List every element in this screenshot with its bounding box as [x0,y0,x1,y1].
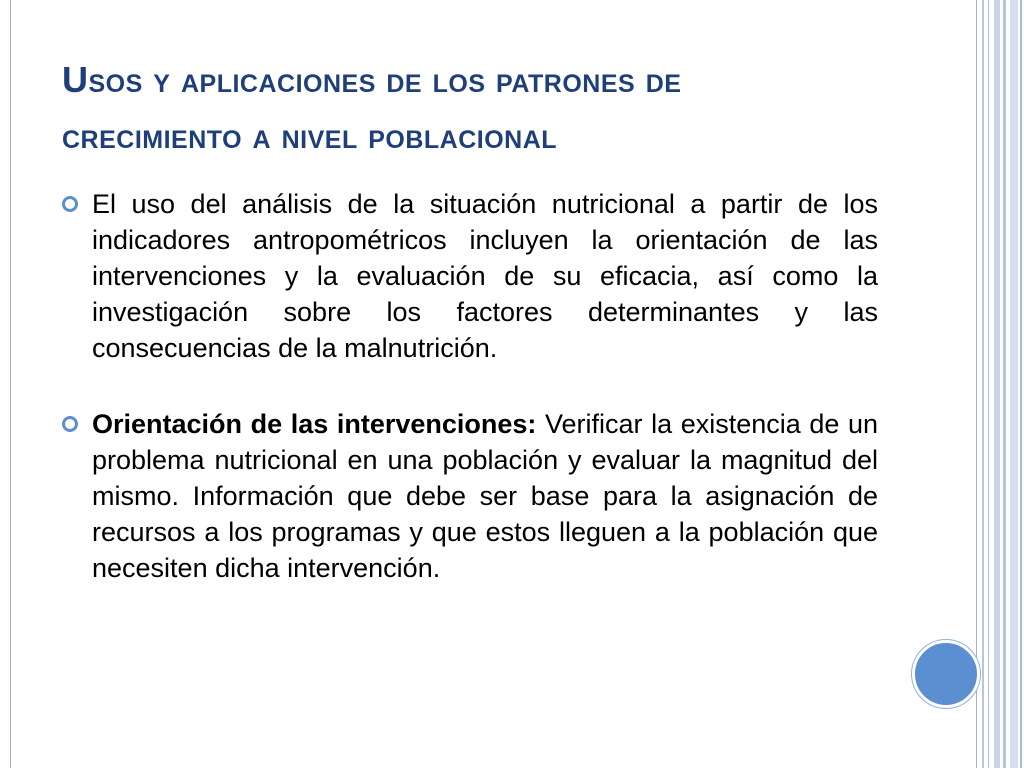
stripe [1003,0,1006,768]
bullet-text: Verificar la existencia de un problema nutricional en una población y evaluar la magnitud del mismo. Información que debe ser base para la asignación de recursos a los programas y que estos lleguen a la población que necesiten dicha intervención. [92,409,878,583]
decorative-circle [912,640,980,708]
stripe [982,0,984,768]
bullet-icon [62,416,78,432]
stripe [994,0,1000,768]
stripe [1020,0,1022,768]
slide-title [62,52,922,164]
bullet-text: El uso del análisis de la situación nutricional a partir de los indicadores antropométricos incluyen la orientación de las intervenciones y la evaluación de su eficacia, así como la investigación sobre los factores determinantes y las consecuencias de la malnutrición. [92,189,878,363]
slide-title-line2: crecimiento a nivel poblacional [62,115,558,156]
stripe [988,0,989,768]
bullet-item-1 [62,186,878,366]
bullet-item-2 [62,406,878,586]
stripe [1010,0,1018,768]
slide-content [62,186,878,626]
bullet-icon [62,196,78,212]
decorative-stripes [982,0,1024,768]
slide-title-line1: Usos y aplicaciones de los patrones de [62,59,682,100]
bullet-bold-label: Orientación de las intervenciones: [92,409,537,439]
